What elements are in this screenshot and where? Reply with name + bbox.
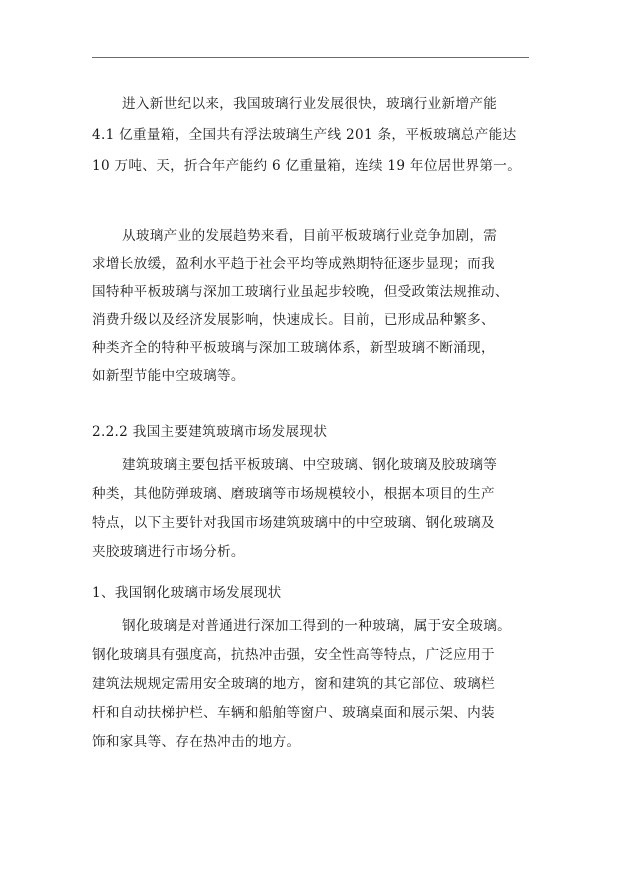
paragraph-line: 钢化玻璃具有强度高，抗热冲击强，安全性高等特点，广泛应用于 <box>92 647 495 663</box>
paragraph-line: 建筑玻璃主要包括平板玻璃、中空玻璃、钢化玻璃及胶玻璃等 <box>122 457 498 473</box>
paragraph-line: 国特种平板玻璃与深加工玻璃行业虽起步较晚，但受政策法规推动、 <box>92 284 509 300</box>
header-rule <box>92 57 529 58</box>
paragraph-line: 建筑法规规定需用安全玻璃的地方，窗和建筑的其它部位、玻璃栏 <box>92 676 495 692</box>
paragraph-line: 进入新世纪以来，我国玻璃行业发展很快，玻璃行业新增产能 <box>122 96 498 112</box>
paragraph-line: 从玻璃产业的发展趋势来看，目前平板玻璃行业竞争加剧，需 <box>122 228 498 244</box>
paragraph-line: 夹胶玻璃进行市场分析。 <box>92 544 245 560</box>
paragraph-3 <box>92 451 532 567</box>
section-heading-2-2-2 <box>92 417 532 447</box>
section-heading: 2.2.2 我国主要建筑玻璃市场发展现状 <box>92 424 328 440</box>
paragraph-1 <box>92 89 532 182</box>
paragraph-line: 种类，其他防弹玻璃、磨玻璃等市场规模较小，根据本项目的生产 <box>92 486 495 502</box>
paragraph-2 <box>92 222 532 390</box>
paragraph-line: 特点，以下主要针对我国市场建筑玻璃中的中空玻璃、钢化玻璃及 <box>92 515 495 531</box>
paragraph-line: 饰和家具等、存在热冲击的地方。 <box>92 734 301 750</box>
paragraph-4 <box>92 612 532 757</box>
paragraph-line: 杆和自动扶梯护栏、车辆和船舶等窗户、玻璃桌面和展示架、内装 <box>92 705 495 721</box>
paragraph-line: 如新型节能中空玻璃等。 <box>92 368 245 384</box>
subsection-heading: 1、我国钢化玻璃市场发展现状 <box>92 585 282 601</box>
paragraph-line: 种类齐全的特种平板玻璃与深加工玻璃体系，新型玻璃不断涌现， <box>92 340 495 356</box>
paragraph-line: 钢化玻璃是对普通进行深加工得到的一种玻璃，属于安全玻璃。 <box>122 618 512 634</box>
paragraph-line: 4.1 亿重量箱，全国共有浮法玻璃生产线 201 条，平板玻璃总产能达 <box>92 127 517 143</box>
subsection-heading-1 <box>92 578 532 608</box>
paragraph-line: 求增长放缓，盈利水平趋于社会平均等成熟期特征逐步显现；而我 <box>92 256 495 272</box>
paragraph-line: 10 万吨、天，折合年产能约 6 亿重量箱，连续 19 年位居世界第一。 <box>92 158 522 174</box>
paragraph-line: 消费升级以及经济发展影响，快速成长。目前，已形成品种繁多、 <box>92 312 495 328</box>
